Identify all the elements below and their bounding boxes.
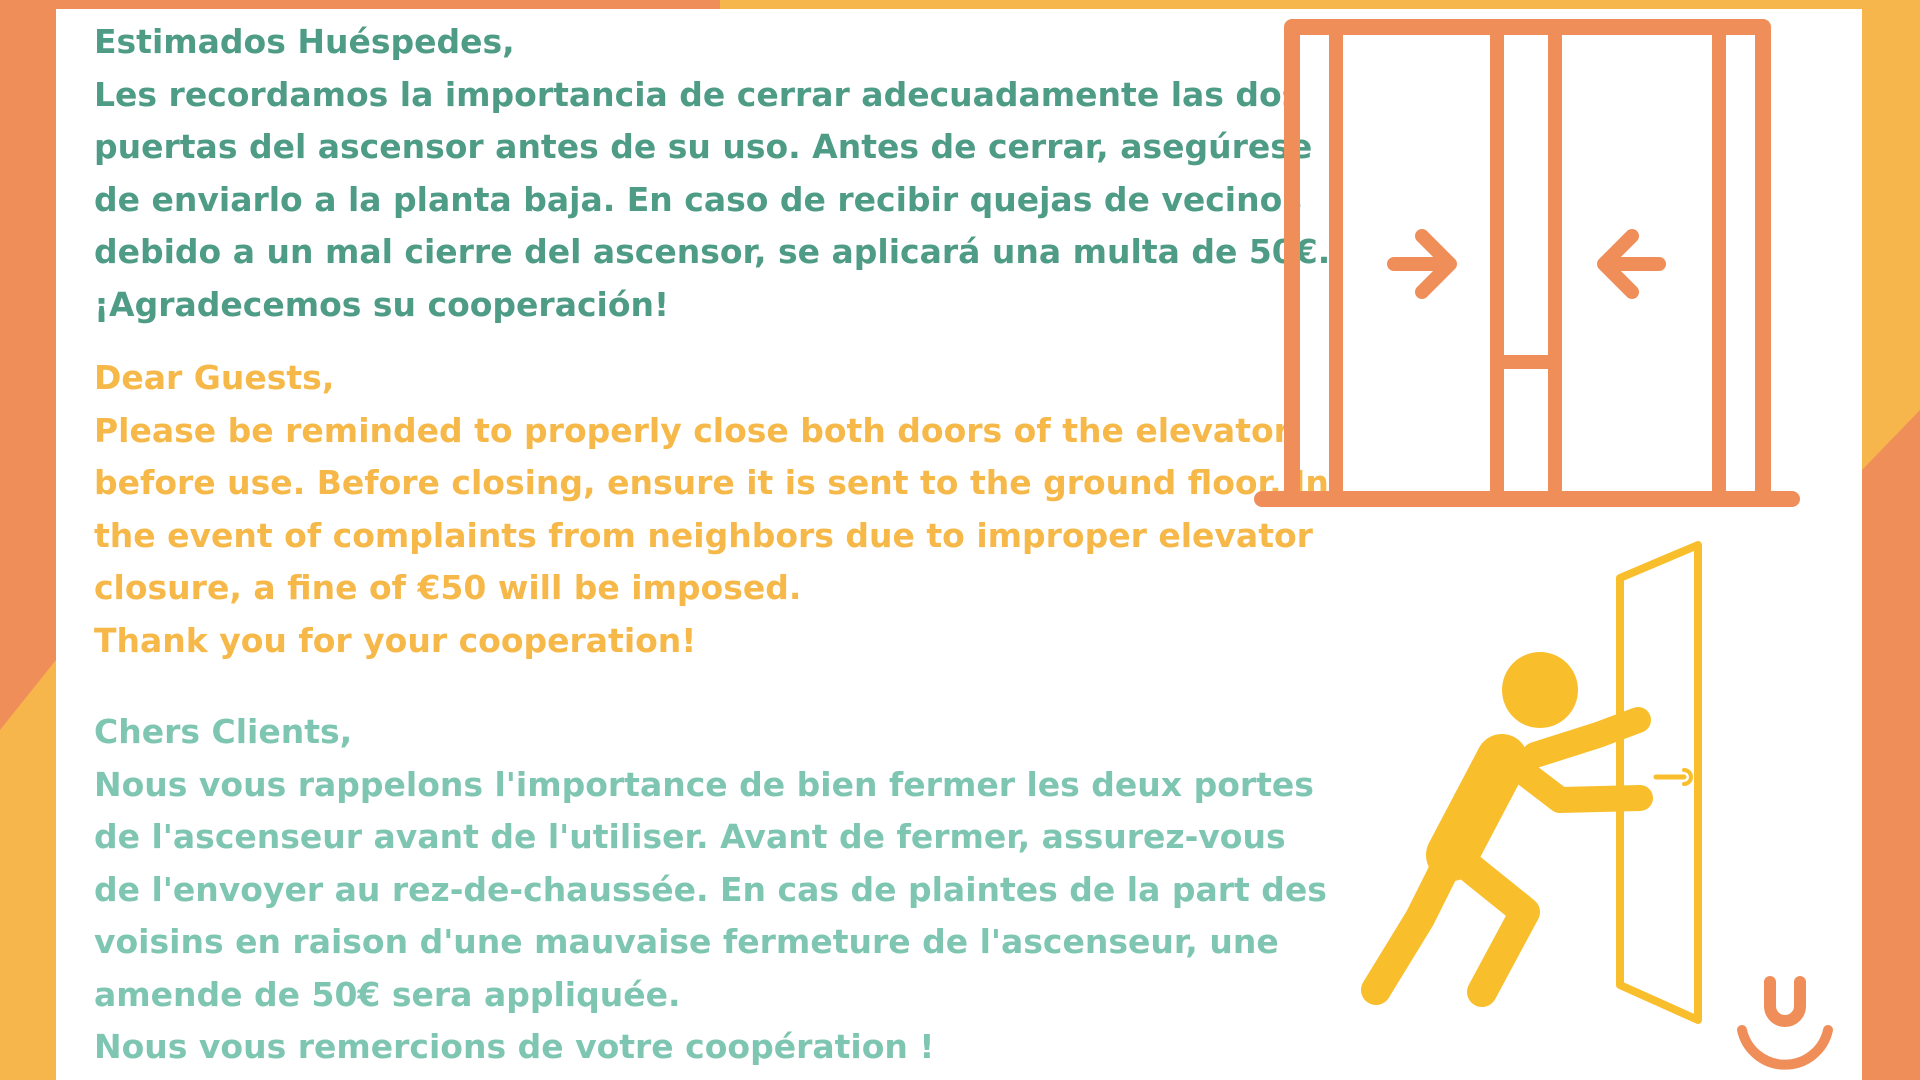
english-section: [94, 352, 1329, 667]
french-thanks: Nous vous remercions de votre coopération !: [94, 1027, 935, 1066]
english-line: the event of complaints from neighbors due to improper elevator: [94, 515, 1313, 555]
spanish-line: puertas del ascensor antes de su uso. Antes de cerrar, asegúrese: [94, 127, 1313, 166]
english-thanks: Thank you for your cooperation!: [94, 620, 697, 660]
spanish-greeting: Estimados Huéspedes,: [94, 22, 515, 61]
spanish-line: Les recordamos la importancia de cerrar adecuadamente las dos: [94, 74, 1302, 114]
french-line: voisins en raison d'une mauvaise fermeture de l'ascenseur, une: [94, 922, 1279, 961]
english-line: before use. Before closing, ensure it is sent to the ground floor. In: [94, 463, 1329, 502]
french-section: [94, 706, 1327, 1074]
french-line: amende de 50€ sera appliquée.: [94, 974, 681, 1014]
english-greeting: Dear Guests,: [94, 358, 335, 397]
french-line: Nous vous rappelons l'importance de bien fermer les deux portes: [94, 764, 1314, 804]
french-greeting: Chers Clients,: [94, 712, 353, 751]
english-line: Please be reminded to properly close both doors of the elevator: [94, 410, 1290, 450]
english-line: closure, a fine of €50 will be imposed.: [94, 568, 802, 607]
spanish-thanks: ¡Agradecemos su cooperación!: [94, 284, 670, 324]
notice-text: [94, 16, 1331, 1074]
spanish-line: debido a un mal cierre del ascensor, se aplicará una multa de 50€.: [94, 232, 1331, 271]
french-line: de l'envoyer au rez-de-chaussée. En cas de plaintes de la part des: [94, 869, 1327, 909]
spanish-section: [94, 16, 1331, 331]
spanish-line: de enviarlo a la planta baja. En caso de recibir quejas de vecinos: [94, 179, 1302, 219]
french-line: de l'ascenseur avant de l'utiliser. Avant de fermer, assurez-vous: [94, 817, 1286, 856]
